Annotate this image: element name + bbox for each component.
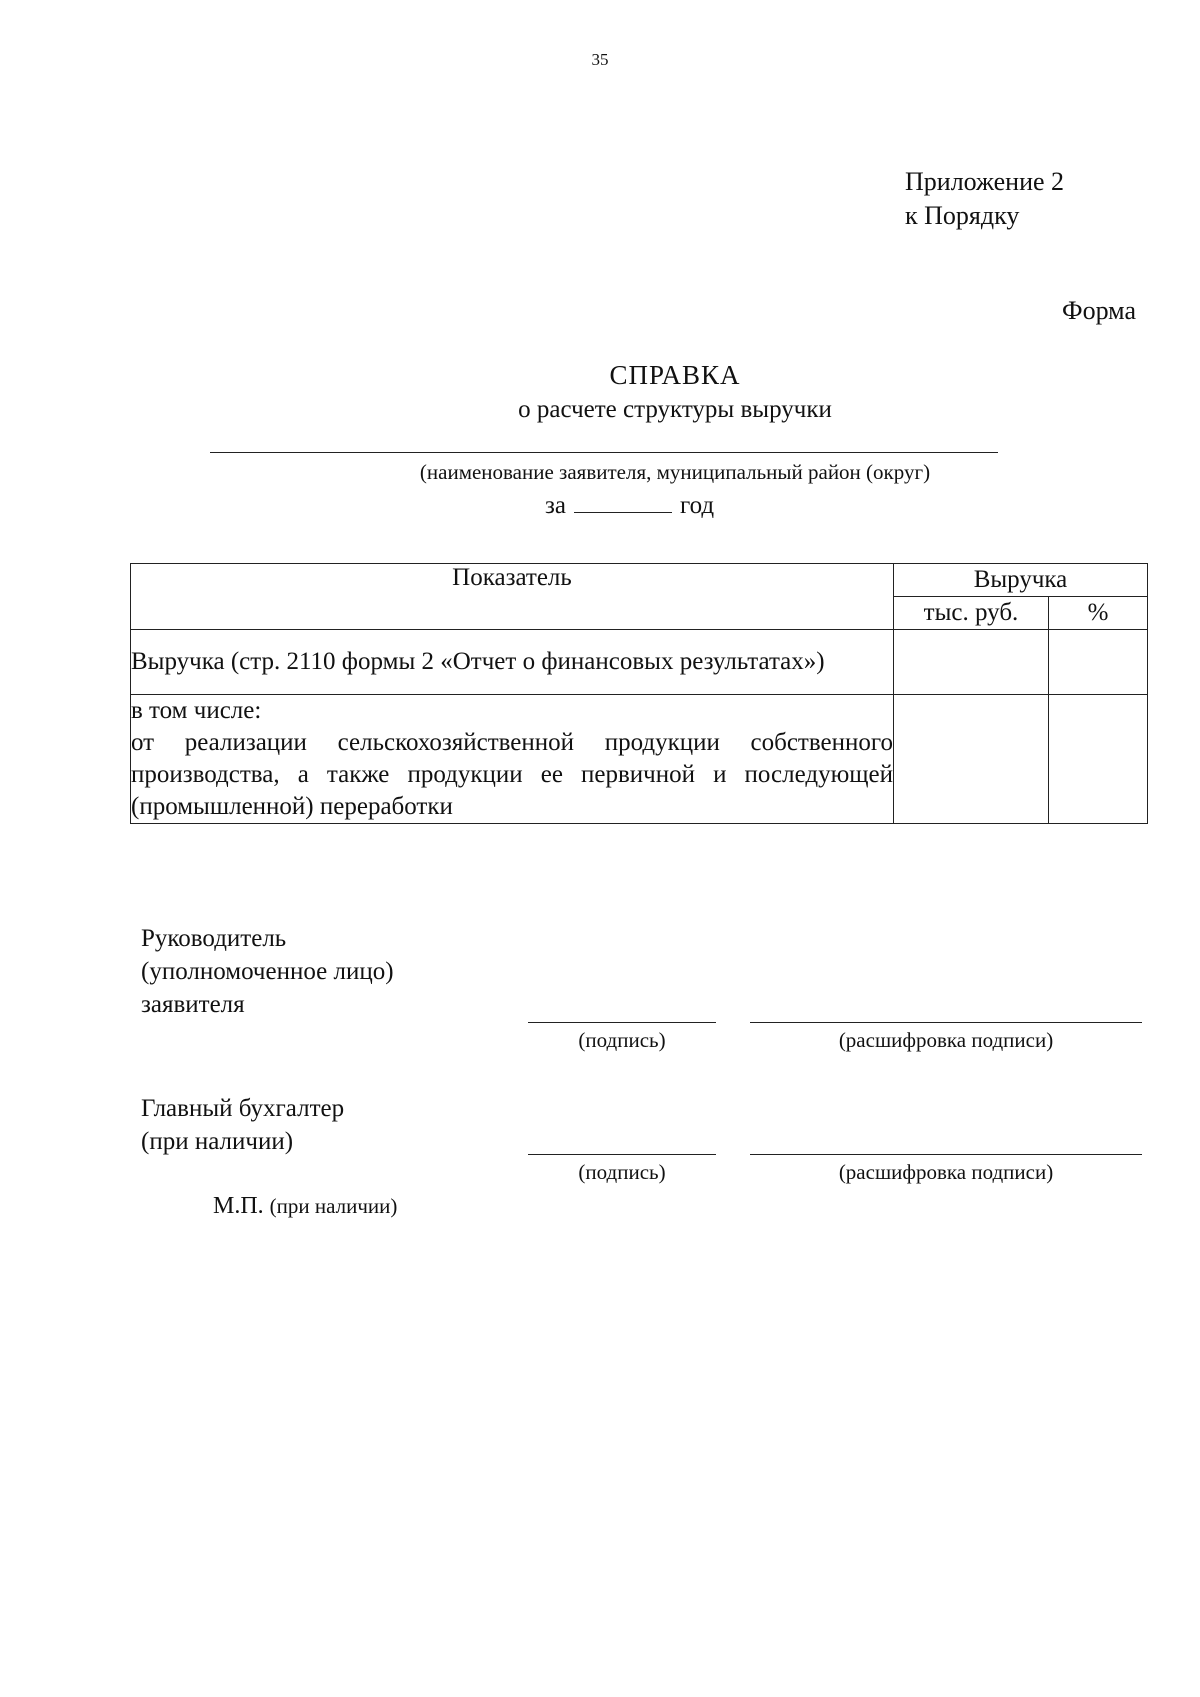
head-signature-field[interactable]: [528, 1022, 716, 1023]
head-decryption-caption: (расшифровка подписи): [838, 1028, 1054, 1052]
applicant-name-field[interactable]: [210, 452, 998, 453]
document-subtitle: о расчете структуры выручки: [518, 396, 832, 423]
accountant-signature-caption: (подпись): [578, 1160, 666, 1184]
accountant-signature-field[interactable]: [528, 1154, 716, 1155]
year-suffix: год: [679, 492, 715, 519]
table-row: [131, 630, 1148, 695]
head-signature-caption: (подпись): [578, 1028, 666, 1052]
row-total-revenue-thousand-rub[interactable]: [894, 630, 1049, 695]
appendix-line-1: Приложение 2: [905, 167, 1065, 196]
head-label-line-1: Руководитель: [141, 925, 287, 952]
table-header-row: [131, 564, 1148, 597]
revenue-structure-table: [130, 563, 1148, 824]
year-prefix: за: [545, 492, 566, 519]
appendix-reference: [905, 165, 1064, 233]
applicant-caption: (наименование заявителя, муниципальный район (округ): [419, 460, 931, 484]
row-total-revenue-percent[interactable]: [1049, 630, 1148, 695]
accountant-label-line-1: Главный бухгалтер: [141, 1095, 345, 1122]
appendix-line-2: к Порядку: [905, 201, 1020, 230]
head-label-line-2: (уполномоченное лицо): [141, 958, 394, 985]
row-agricultural-text: от реализации сельскохозяйственной продукции собственного производства, а также продукции ее первичной и последующей (промышленной) переработки: [131, 729, 893, 820]
table-row: [131, 695, 1148, 824]
accountant-signature-decryption-field[interactable]: [750, 1154, 1142, 1155]
header-indicator: Показатель: [131, 564, 894, 630]
row-including-label: в том числе:: [131, 697, 262, 724]
accountant-decryption-caption: (расшифровка подписи): [838, 1160, 1054, 1184]
head-signature-decryption-field[interactable]: [750, 1022, 1142, 1023]
stamp-placeholder: [213, 1193, 397, 1220]
year-line: [545, 490, 714, 520]
year-field[interactable]: [574, 490, 672, 513]
stamp-label: М.П.: [213, 1193, 264, 1219]
row-agricultural-thousand-rub[interactable]: [894, 695, 1049, 824]
row-total-revenue-label: Выручка (стр. 2110 формы 2 «Отчет о финансовых результатах»): [131, 630, 894, 695]
head-signatory-label: [141, 922, 394, 1021]
accountant-signatory-label: [141, 1092, 344, 1158]
header-percent: %: [1049, 597, 1148, 630]
header-revenue: Выручка: [894, 564, 1148, 597]
head-label-line-3: заявителя: [141, 991, 245, 1018]
accountant-label-line-2: (при наличии): [141, 1128, 294, 1155]
document-title: СПРАВКА: [609, 360, 741, 390]
stamp-note: (при наличии): [269, 1194, 398, 1218]
header-thousand-rub: тыс. руб.: [894, 597, 1049, 630]
form-label: Форма: [1062, 296, 1136, 325]
row-agricultural-revenue-label: [131, 695, 894, 824]
page-number: 35: [591, 50, 609, 69]
row-agricultural-percent[interactable]: [1049, 695, 1148, 824]
